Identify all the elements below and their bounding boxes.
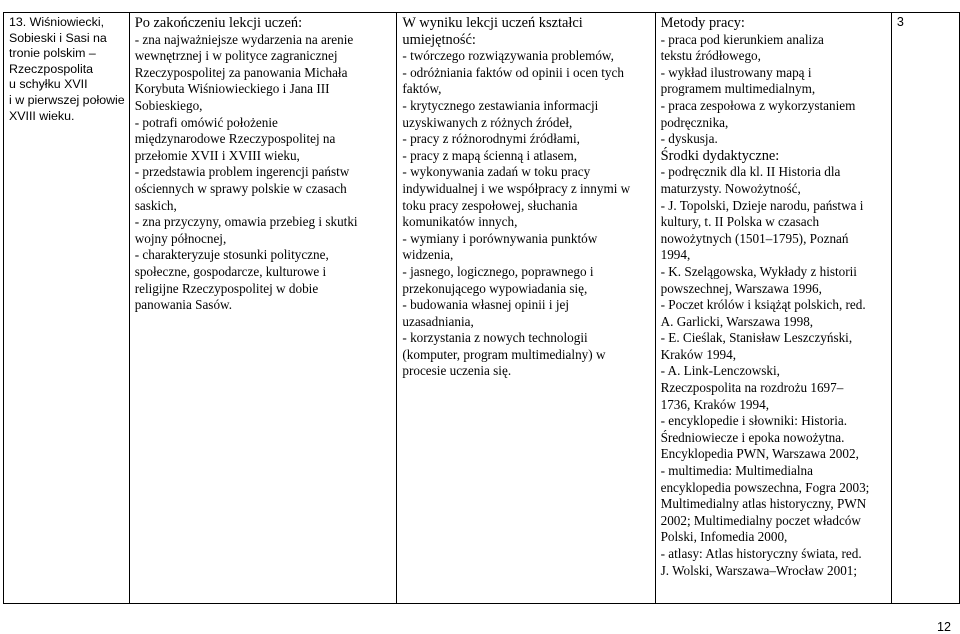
resource-line: Średniowiecze i epoka nowożytna.	[660, 429, 845, 445]
resource-line: 1736, Kraków 1994,	[660, 396, 770, 412]
method-line: - praca pod kierunkiem analiza	[660, 31, 824, 47]
objective-line: panowania Sasów.	[134, 297, 232, 313]
objective-line: Korybuta Wiśniowieckiego i Jana III	[134, 81, 330, 97]
method-line: - wykład ilustrowany mapą i	[660, 64, 812, 80]
skill-line: - budowania własnej opinii i jej	[402, 297, 570, 313]
skill-line: - wymiany i porównywania punktów	[402, 230, 598, 246]
skill-line: - wykonywania zadań w toku pracy	[402, 164, 591, 180]
resource-line: - E. Cieślak, Stanisław Leszczyński,	[660, 330, 853, 346]
topic-line: i w pierwszej połowie	[9, 92, 125, 107]
table-row	[4, 13, 960, 604]
objective-line: - charakteryzuje stosunki polityczne,	[134, 247, 329, 263]
methods-heading: Metody pracy:	[660, 15, 745, 31]
skill-line: (komputer, program multimedialny) w	[402, 346, 606, 362]
resource-line: - multimedia: Multimedialna	[660, 463, 813, 479]
objective-line: saskich,	[134, 197, 177, 213]
hours-value: 3	[896, 15, 904, 29]
method-line: - praca zespołowa z wykorzystaniem	[660, 97, 856, 113]
method-line: - dyskusja.	[660, 131, 718, 147]
objective-line: - zna przyczyny, omawia przebieg i skutki	[134, 214, 358, 230]
objective-line: religijne Rzeczypospolitej w dobie	[134, 280, 319, 296]
skill-line: - jasnego, logicznego, poprawnego i	[402, 263, 594, 279]
resource-line: Polski, Infomedia 2000,	[660, 529, 788, 545]
skill-line: - krytycznego zestawiania informacji	[402, 97, 599, 113]
objectives-cell	[129, 13, 397, 604]
resource-line: Encyklopedia PWN, Warszawa 2002,	[660, 446, 859, 462]
topic-line: 13. Wiśniowiecki,	[9, 15, 105, 29]
lesson-plan-table	[3, 12, 960, 604]
methods-cell	[655, 13, 891, 604]
resource-line: - atlasy: Atlas historyczny świata, red.	[660, 546, 862, 561]
objective-line: wewnętrznej i w polityce zagranicznej	[134, 48, 338, 64]
resource-line: powszechnej, Warszawa 1996,	[660, 280, 822, 296]
resource-line: Rzeczpospolita na rozdrożu 1697–	[660, 380, 844, 396]
page-number: 12	[937, 620, 952, 634]
resource-line: encyklopedia powszechna, Fogra 2003;	[660, 479, 870, 495]
objective-line: wojny północnej,	[134, 230, 227, 246]
objectives-heading: Po zakończeniu lekcji uczeń:	[134, 15, 303, 31]
skill-line: uzasadniania,	[402, 313, 474, 329]
skill-line: - twórczego rozwiązywania problemów,	[402, 48, 614, 64]
topic-line: tronie polskim –	[9, 46, 96, 61]
topic-line: Sobieski i Sasi na	[9, 30, 107, 45]
resource-line: - podręcznik dla kl. II Historia dla	[660, 164, 841, 180]
resource-line: Multimedialny atlas historyczny, PWN	[660, 496, 867, 512]
skill-line: uzyskiwanych z różnych źródeł,	[402, 114, 573, 130]
skills-cell	[397, 13, 655, 604]
hours-cell	[891, 13, 959, 604]
skill-line: - odróżniania faktów od opinii i ocen tych	[402, 64, 624, 80]
resource-line: - K. Szelągowska, Wykłady z historii	[660, 263, 857, 279]
resource-line: - J. Topolski, Dzieje narodu, państwa i	[660, 197, 864, 213]
method-line: programem multimedialnym,	[660, 81, 816, 97]
resource-line: maturzysty. Nowożytność,	[660, 180, 801, 196]
objective-line: Sobieskiego,	[134, 97, 203, 113]
topic-line: u schyłku XVII	[9, 77, 88, 92]
skill-line: procesie uczenia się.	[402, 363, 512, 379]
resource-line: - A. Link-Lenczowski,	[660, 363, 780, 379]
topic-cell	[4, 13, 130, 604]
resources-heading: Środki dydaktyczne:	[660, 147, 780, 164]
skill-line: - pracy z mapą ścienną i atlasem,	[402, 147, 578, 163]
resource-line: nowożytnych (1501–1795), Poznań	[660, 230, 849, 246]
skill-line: indywidualnej i we współpracy z innymi w	[402, 180, 631, 196]
skill-line: komunikatów innych,	[402, 214, 518, 230]
skill-line: widzenia,	[402, 247, 454, 263]
skill-line: faktów,	[402, 81, 442, 97]
resource-line: - Poczet królów i książąt polskich, red.	[660, 297, 866, 313]
skill-line: - korzystania z nowych technologii	[402, 330, 588, 346]
skill-line: toku pracy zespołowej, słuchania	[402, 197, 578, 213]
objective-line: - potrafi omówić położenie	[134, 114, 278, 130]
method-line: tekstu źródłowego,	[660, 48, 761, 64]
resource-line: kultury, t. II Polska w czasach	[660, 214, 820, 230]
resource-line: 1994,	[660, 247, 691, 263]
objective-line: ościennych w sprawy polskie w czasach	[134, 180, 347, 196]
topic-line: XVIII wieku.	[9, 108, 75, 123]
objective-line: społeczne, gospodarcze, kulturowe i	[134, 263, 327, 279]
resource-line: A. Garlicki, Warszawa 1998,	[660, 313, 814, 329]
resource-line: J. Wolski, Warszawa–Wrocław 2001;	[660, 562, 858, 578]
resource-line: 2002; Multimedialny poczet władców	[660, 512, 861, 528]
objective-line: - przedstawia problem ingerencji państw	[134, 164, 350, 180]
objective-line: międzynarodowe Rzeczypospolitej na	[134, 131, 336, 147]
objective-line: przełomie XVII i XVIII wieku,	[134, 147, 300, 163]
skills-heading: W wyniku lekcji uczeń kształci	[402, 15, 583, 31]
method-line: podręcznika,	[660, 114, 729, 130]
objective-line: Rzeczypospolitej za panowania Michała	[134, 64, 348, 80]
skills-heading: umiejętność:	[402, 31, 476, 48]
skill-line: przekonującego wypowiadania się,	[402, 280, 588, 296]
resource-line: - encyklopedie i słowniki: Historia.	[660, 413, 848, 429]
skill-line: - pracy z różnorodnymi źródłami,	[402, 131, 580, 147]
objective-line: - zna najważniejsze wydarzenia na arenie	[134, 31, 354, 47]
topic-line: Rzeczpospolita	[9, 61, 94, 76]
resource-line: Kraków 1994,	[660, 346, 737, 362]
